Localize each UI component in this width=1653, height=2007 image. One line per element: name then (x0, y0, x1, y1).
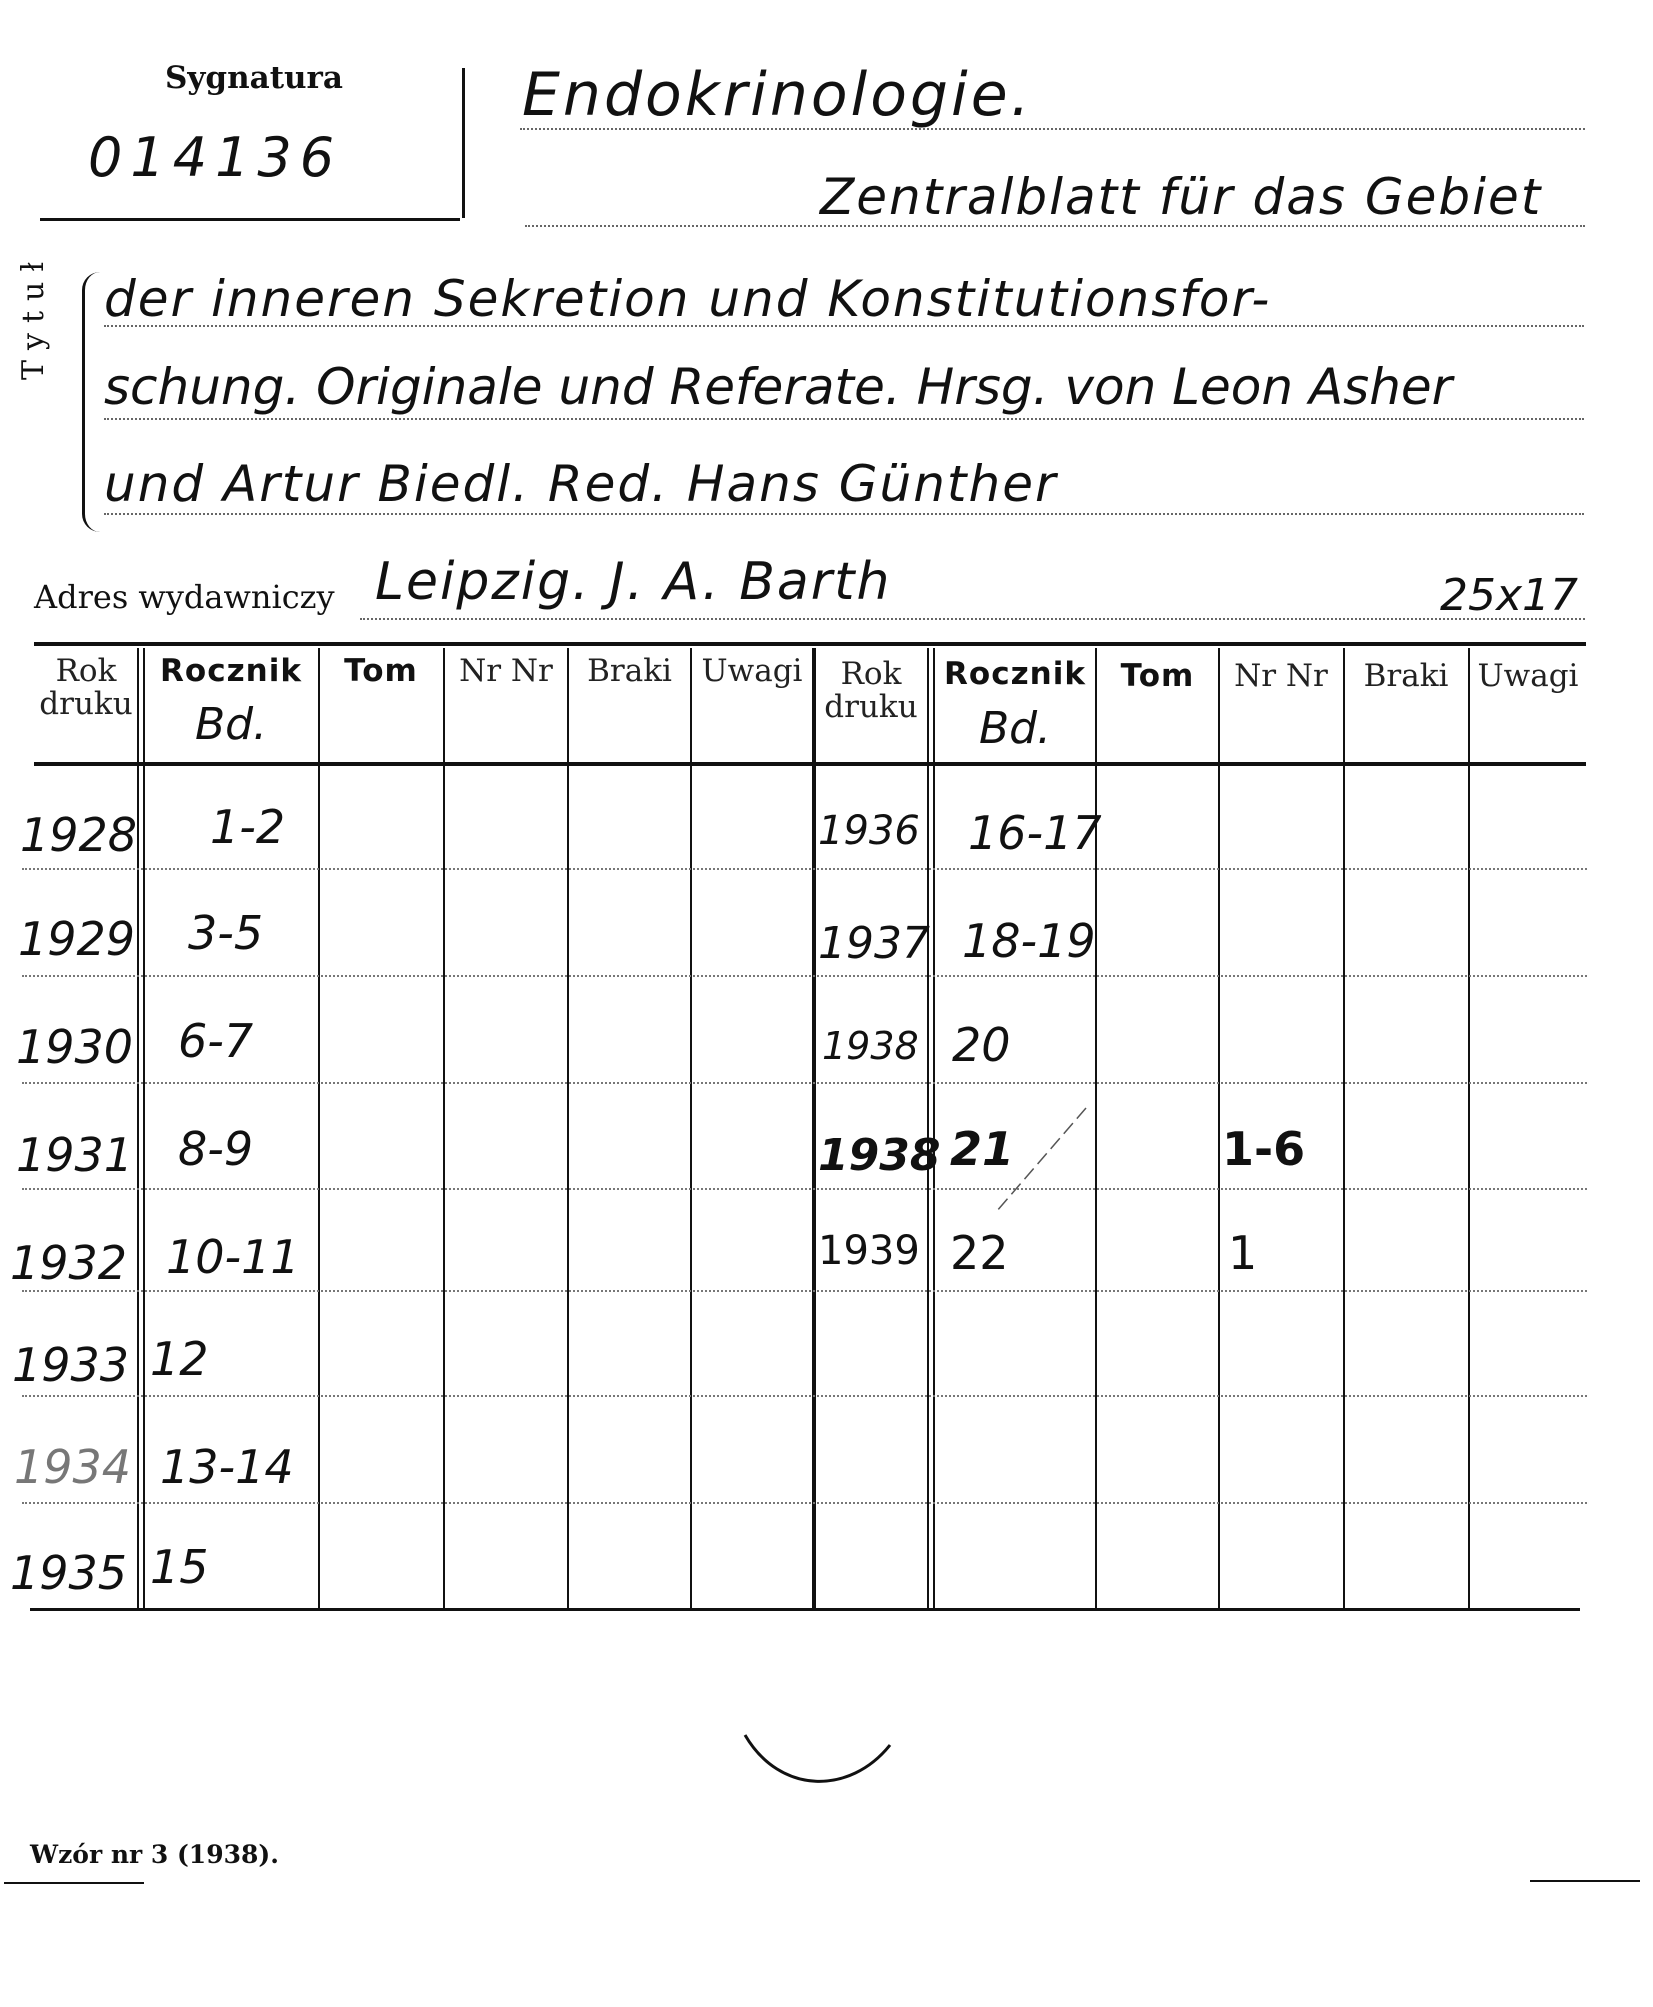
header-rok-right: Rok druku (824, 656, 918, 725)
right-nrnr: 1 (1228, 1226, 1258, 1280)
right-year: 1939 (818, 1228, 920, 1274)
col-divider (143, 648, 145, 1608)
right-bd: 18-19 (962, 914, 1096, 968)
publisher-value: Leipzig. J. A. Barth (375, 552, 892, 612)
header-nrnr-right: Nr Nr (1234, 658, 1328, 694)
header-rocznik-left: Rocznik (160, 653, 302, 689)
right-bd: 22 (950, 1226, 1009, 1280)
header-rok-left: Rok druku (39, 653, 133, 722)
right-year: 1938 (818, 1130, 941, 1181)
title-line-2: der inneren Sekretion und Konstitutionsfor- (104, 270, 1272, 328)
signature-underline (40, 218, 460, 221)
bottom-edge-mark-left (4, 1882, 144, 1884)
left-bd: 3-5 (188, 906, 264, 960)
bottom-edge-mark-right (1530, 1880, 1640, 1882)
header-bd-left: Bd. (194, 699, 268, 750)
left-year: 1932 (10, 1236, 128, 1290)
right-bd: 16-17 (968, 806, 1102, 860)
left-year: 1929 (18, 912, 136, 966)
left-bd: 10-11 (166, 1230, 300, 1284)
title-line-2-rule (525, 225, 1585, 227)
title-line-3: schung. Originale und Referate. Hrsg. von Leon Asher (104, 358, 1453, 416)
col-divider (443, 648, 445, 1608)
pencil-slash-mark (990, 1100, 1100, 1220)
table-top-border (34, 642, 1586, 646)
header-tom-left: Tom (344, 653, 418, 689)
right-bd: 20 (952, 1018, 1011, 1072)
col-divider (567, 648, 569, 1608)
right-year: 1938 (822, 1024, 919, 1068)
title-line-1: Zentralblatt für das Gebiet (820, 168, 1543, 226)
title-line-1-rule (520, 128, 1585, 130)
left-bd: 1-2 (210, 800, 286, 854)
left-bd: 15 (150, 1540, 209, 1594)
row-separator (22, 1395, 1587, 1397)
publisher-format: 25x17 (1440, 570, 1579, 621)
row-separator (22, 1502, 1587, 1504)
col-divider (318, 648, 320, 1608)
right-year: 1936 (818, 808, 920, 854)
right-year: 1937 (818, 918, 930, 969)
left-year: 1931 (16, 1128, 134, 1182)
header-tom-right: Tom (1120, 658, 1195, 694)
form-note: Wzór nr 3 (1938). (30, 1840, 279, 1869)
title-bracket (82, 272, 105, 532)
title-line-4-rule (104, 418, 1584, 420)
title-main: Endokrinologie. (522, 60, 1033, 130)
signature-label: Sygnatura (165, 60, 343, 96)
title-line-4: und Artur Biedl. Red. Hans Günther (104, 455, 1058, 513)
left-year: 1928 (20, 808, 138, 862)
left-year: 1933 (12, 1338, 130, 1392)
row-separator (22, 975, 1587, 977)
col-divider (137, 648, 139, 1608)
left-bd: 8-9 (178, 1122, 254, 1176)
col-divider (690, 648, 692, 1608)
col-divider (1343, 648, 1345, 1608)
header-bd-right: Bd. (978, 703, 1052, 754)
col-divider (1218, 648, 1220, 1608)
col-divider-center (812, 648, 816, 1608)
left-bd: 12 (150, 1332, 209, 1386)
left-year: 1930 (16, 1020, 134, 1074)
right-nrnr: 1-6 (1222, 1122, 1306, 1176)
col-divider (933, 648, 935, 1608)
publisher-label: Adres wydawniczy (34, 578, 335, 616)
col-divider (1468, 648, 1470, 1608)
row-separator (22, 868, 1587, 870)
publisher-rule (360, 618, 1585, 620)
row-separator (22, 1082, 1587, 1084)
table-bottom-border (30, 1608, 1580, 1611)
row-separator (22, 1290, 1587, 1292)
col-divider (927, 648, 929, 1608)
row-separator (22, 1188, 1587, 1190)
header-rocznik-right: Rocznik (944, 656, 1086, 692)
header-uwagi-right: Uwagi (1477, 658, 1579, 694)
header-uwagi-left: Uwagi (701, 653, 803, 689)
title-line-5-rule (104, 513, 1584, 515)
header-braki-right: Braki (1363, 658, 1449, 694)
title-side-label: Tytuł (16, 251, 51, 380)
table-header-border (34, 762, 1586, 766)
pen-mark (740, 1725, 900, 1795)
left-year: 1935 (10, 1546, 128, 1600)
signature-divider (462, 68, 465, 218)
header-braki-left: Braki (587, 653, 672, 689)
left-bd: 13-14 (160, 1440, 294, 1494)
left-year: 1934 (14, 1440, 132, 1494)
right-bd: 21 (950, 1122, 1015, 1176)
header-nrnr-left: Nr Nr (459, 653, 553, 689)
left-bd: 6-7 (178, 1014, 254, 1068)
title-line-3-rule (104, 325, 1584, 327)
signature-value: 014136 (88, 126, 343, 189)
